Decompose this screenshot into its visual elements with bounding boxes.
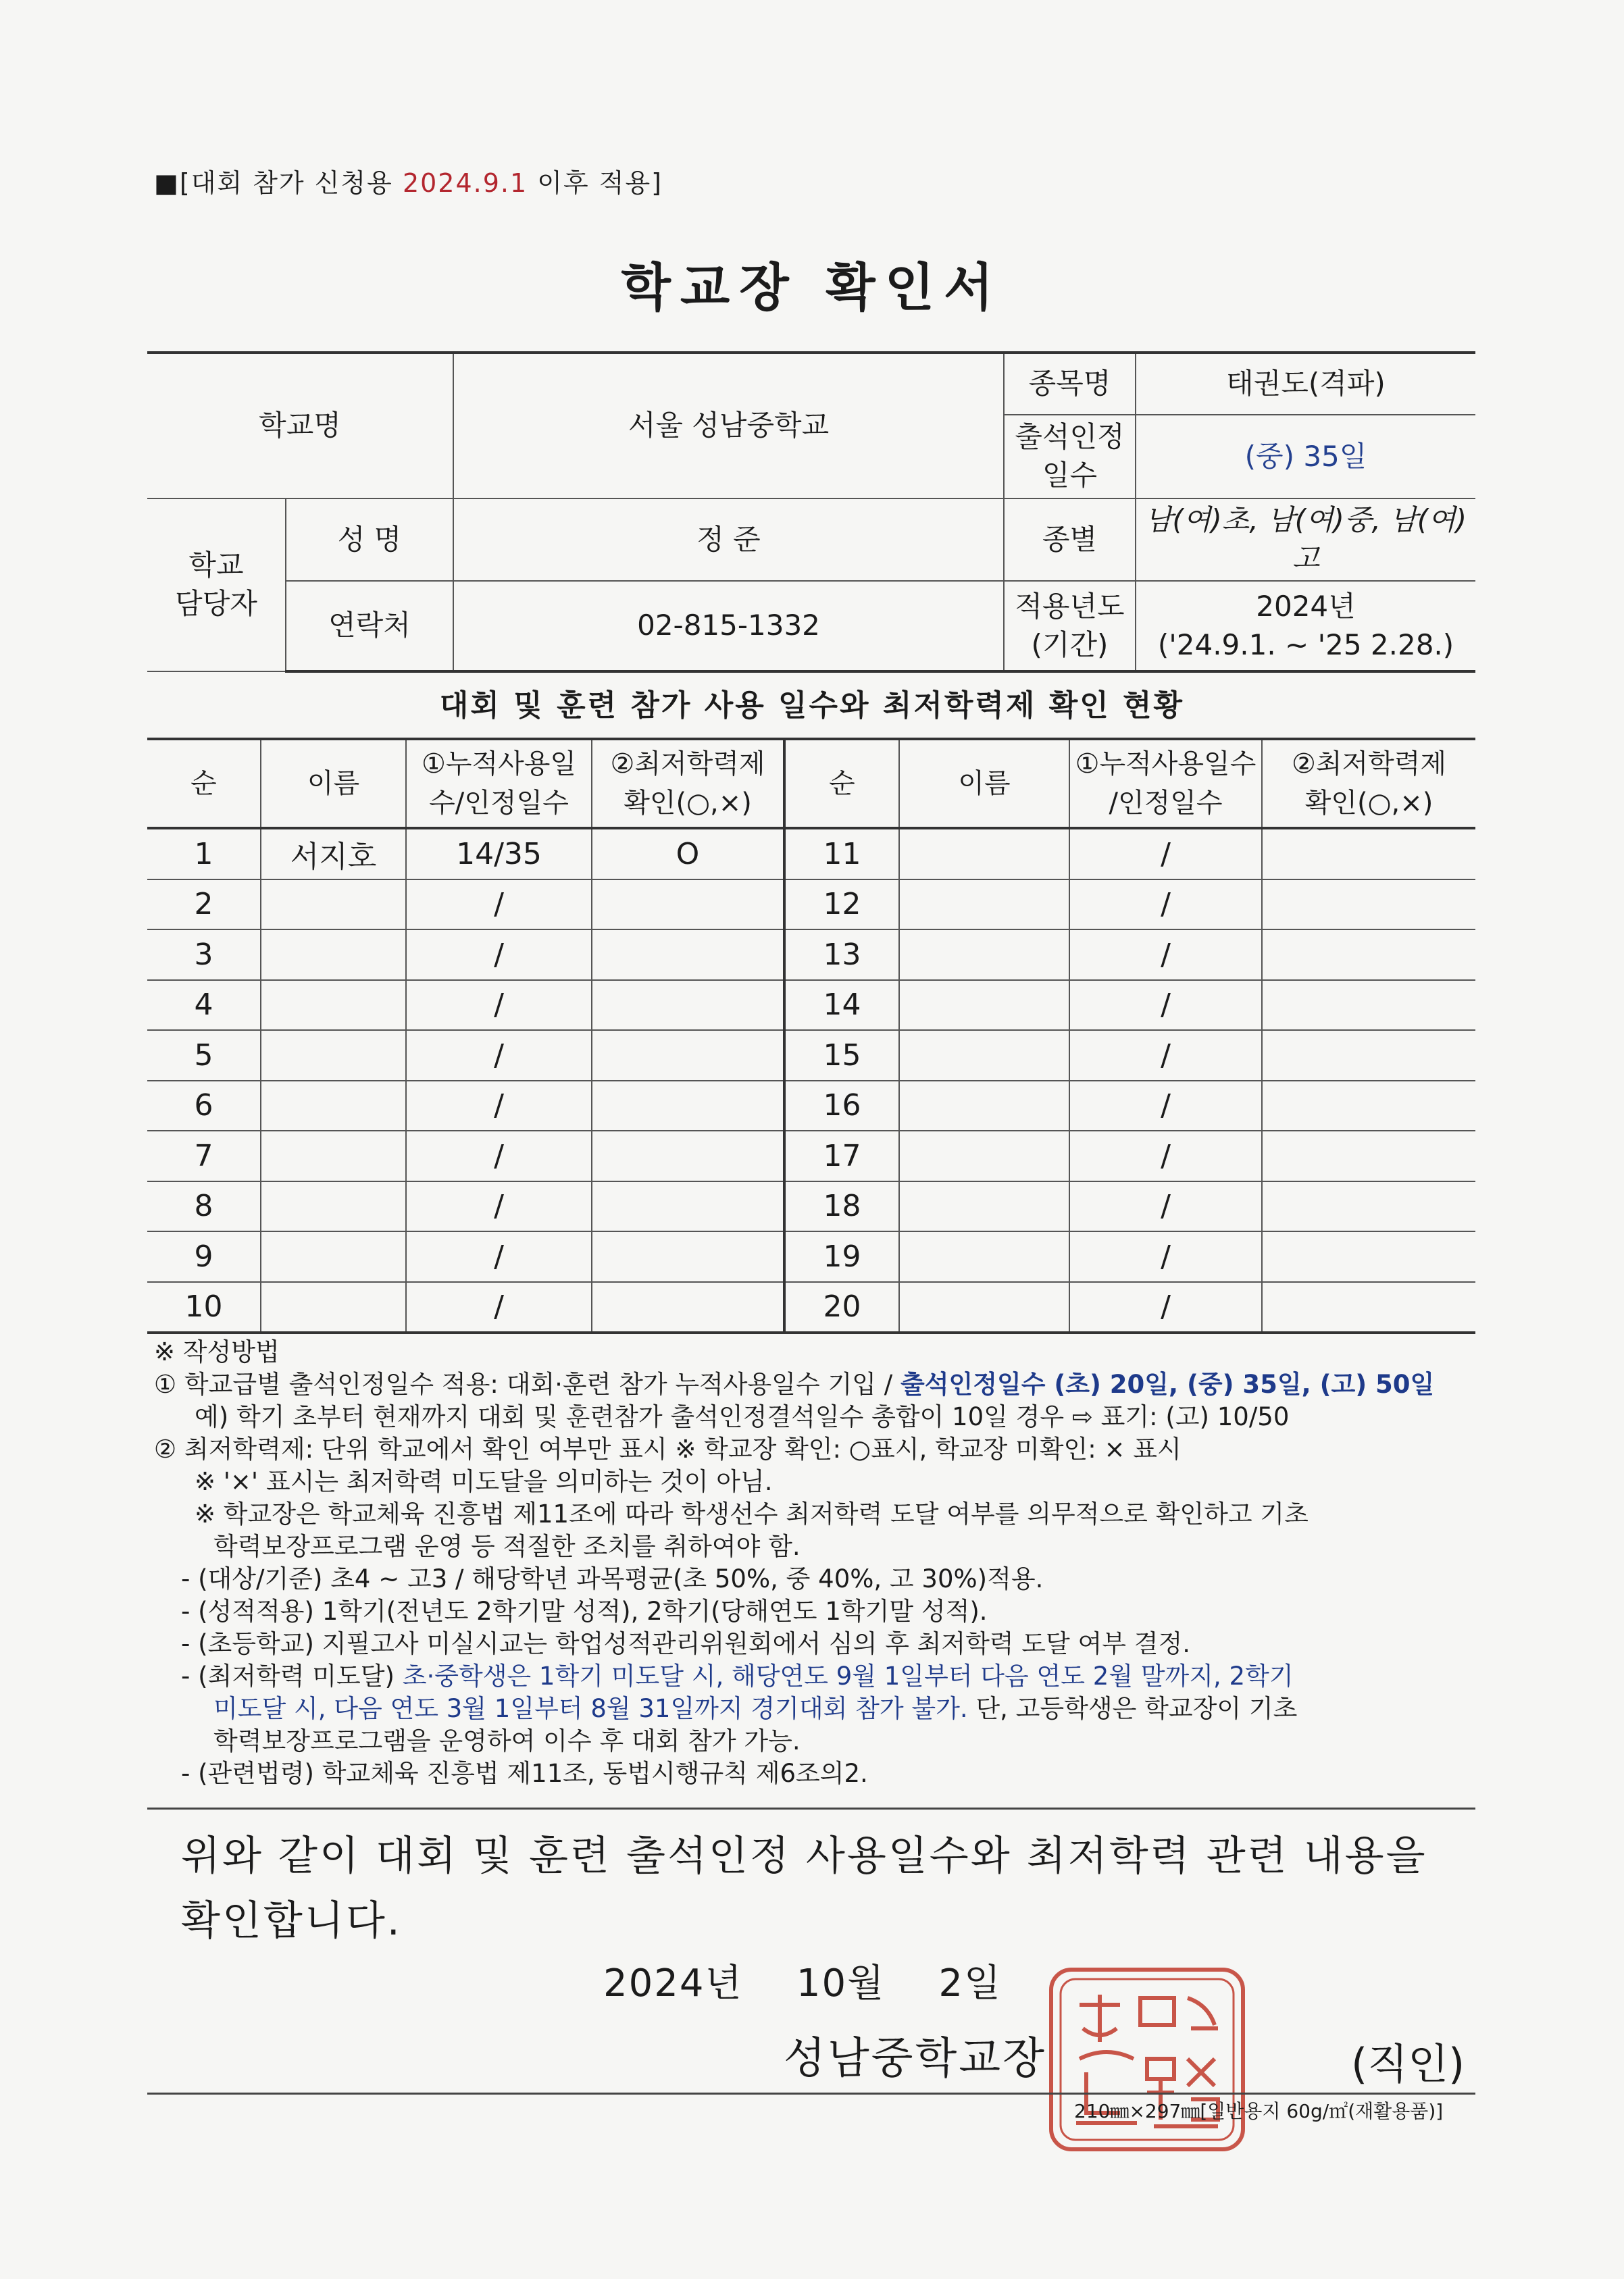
detail-4-cont2: 학력보장프로그램을 운영하여 이수 후 대회 참가 가능. [213,1726,801,1756]
divider [147,1808,1475,1810]
table-row [147,1181,1475,1232]
row-name [261,1030,406,1081]
row-no: 9 [147,1231,261,1282]
year-value: 2024년 ('24.9.1. ~ '25 2.28.) [1136,581,1475,671]
row-name [261,1081,406,1131]
table-row [147,879,1475,930]
attendance-value: (중) 35일 [1136,415,1475,498]
row-days-right: / [1069,980,1262,1031]
note-2: ② 최저학력제: 단위 학교에서 확인 여부만 표시 ※ 학교장 확인: ○표시, 학교장 미확인: × 표시 [154,1435,1182,1464]
contact-label: 연락처 [286,581,453,671]
row-check-right [1262,1081,1475,1131]
row-no: 2 [147,879,261,930]
table-row [147,1081,1475,1131]
row-days-right: / [1069,929,1262,980]
school-value: 서울 성남중학교 [453,353,1004,498]
row-no-right: 18 [784,1181,899,1232]
header-name-right: 이름 [899,739,1069,828]
section-heading: 대회 및 훈련 참가 사용 일수와 최저학력제 확인 현황 [439,688,1185,723]
row-days-right: / [1069,1131,1262,1181]
manager-label: 학교 담당자 [147,498,286,671]
row-name-right [899,929,1069,980]
gender-value: 남(여)초, 남(여)중, 남(여)고 [1136,498,1475,581]
header-label: ■[대회 참가 신청용 2024.9.1 이후 적용] [154,168,663,198]
info-table [147,351,1475,673]
row-check [592,1231,784,1282]
detail-4: - (최저학력 미도달) 초·중학생은 1학기 미도달 시, 해당연도 9월 1일부터 다음 연도 2월 말까지, 2학기 [181,1662,1294,1691]
row-name [261,879,406,930]
confirmation-text: 위와 같이 대회 및 훈련 출석인정 사용일수와 최저학력 관련 내용을 확인합니다. [181,1833,1427,1945]
header-no-right: 순 [784,739,899,828]
row-check [592,879,784,930]
row-check-right [1262,929,1475,980]
row-no: 3 [147,929,261,980]
row-check-right [1262,1181,1475,1232]
row-days: / [406,980,592,1031]
name-label: 성 명 [286,498,453,581]
row-no-right: 20 [784,1282,899,1333]
row-no: 10 [147,1282,261,1333]
note-1: ① 학교급별 출석인정일수 적용: 대회·훈련 참가 누적사용일수 기입 / 출석인정일수 (초) 20일, (중) 35일, (고) 50일 [154,1370,1435,1399]
row-name-right [899,1231,1069,1282]
detail-3: - (초등학교) 지필고사 미실시교는 학업성적관리위원회에서 심의 후 최저학력 도달 여부 결정. [181,1629,1191,1658]
name-value: 정 준 [453,498,1004,581]
row-days: / [406,1131,592,1181]
row-check-right [1262,828,1475,879]
table-body [147,828,1475,1333]
row-check [592,1181,784,1232]
row-check: O [592,828,784,879]
row-no-right: 19 [784,1231,899,1282]
row-days-right: / [1069,1282,1262,1333]
row-days: / [406,929,592,980]
row-name-right [899,1030,1069,1081]
table-row [147,1131,1475,1181]
row-days-right: / [1069,1181,1262,1232]
note-2-b-cont: 학력보장프로그램 운영 등 적절한 조치를 취하여야 함. [213,1532,801,1561]
header-check: ②최저학력제 확인(○,×) [592,739,784,828]
instructions [154,1336,1478,1790]
row-days: / [406,879,592,930]
row-days-right: / [1069,828,1262,879]
row-name-right [899,828,1069,879]
row-days: / [406,1181,592,1232]
table-row [147,929,1475,980]
row-name [261,1181,406,1232]
row-no-right: 11 [784,828,899,879]
row-name-right [899,1081,1069,1131]
detail-1: - (대상/기준) 초4 ~ 고3 / 해당학년 과목평균(초 50%, 중 40%, 고 30%)적용. [181,1564,1044,1593]
detail-5: - (관련법령) 학교체육 진흥법 제11조, 동법시행규칙 제6조의2. [181,1759,868,1788]
note-1-example: 예) 학기 초부터 현재까지 대회 및 훈련참가 출석인정결석일수 총합이 10일 경우 ⇨ 표기: (고) 10/50 [195,1402,1290,1431]
row-no-right: 16 [784,1081,899,1131]
year-label: 적용년도 (기간) [1004,581,1136,671]
row-check-right [1262,980,1475,1031]
gender-label: 종별 [1004,498,1136,581]
contact-value: 02-815-1332 [453,581,1004,671]
principal-title: 성남중학교장 [784,2034,1046,2084]
table-row [147,828,1475,879]
row-no: 8 [147,1181,261,1232]
detail-4-cont: 미도달 시, 다음 연도 3월 1일부터 8월 31일까지 경기대회 참가 불가. 단, 고등학생은 학교장이 기초 [213,1694,1298,1723]
row-check-right [1262,1282,1475,1333]
row-no-right: 17 [784,1131,899,1181]
row-no: 1 [147,828,261,879]
note-2-a: ※ '×' 표시는 최저학력 미도달을 의미하는 것이 아님. [195,1467,773,1496]
row-name [261,1231,406,1282]
row-name-right [899,980,1069,1031]
row-check [592,1131,784,1181]
row-name [261,1282,406,1333]
note-2-b: ※ 학교장은 학교체육 진흥법 제11조에 따라 학생선수 최저학력 도달 여부를 의무적으로 확인하고 기초 [195,1500,1309,1529]
row-no: 4 [147,980,261,1031]
row-no: 5 [147,1030,261,1081]
header-days-right: ①누적사용일수 /인정일수 [1069,739,1262,828]
row-no-right: 14 [784,980,899,1031]
row-name-right [899,879,1069,930]
header-no: 순 [147,739,261,828]
row-days: / [406,1282,592,1333]
row-check [592,1030,784,1081]
row-name-right [899,1181,1069,1232]
event-label: 종목명 [1004,353,1136,415]
row-no-right: 13 [784,929,899,980]
bottom-divider [147,2093,1475,2095]
table-row [147,1282,1475,1333]
row-check-right [1262,1030,1475,1081]
paper-spec: 210㎜×297㎜[일반용지 60g/㎡(재활용품)] [1074,2100,1444,2122]
header-check-right: ②최저학력제 확인(○,×) [1262,739,1475,828]
row-days-right: / [1069,1231,1262,1282]
participation-table [147,738,1475,1334]
table-row [147,1030,1475,1081]
issue-date: 2024년 10월 2일 [603,1962,1003,2005]
row-no: 7 [147,1131,261,1181]
school-label: 학교명 [147,353,453,498]
row-check [592,929,784,980]
notes-heading: ※ 작성방법 [154,1337,280,1366]
row-check [592,980,784,1031]
row-check [592,1282,784,1333]
row-check-right [1262,879,1475,930]
table-row [147,980,1475,1031]
header-days: ①누적사용일 수/인정일수 [406,739,592,828]
row-name: 서지호 [261,828,406,879]
row-days: / [406,1030,592,1081]
row-check-right [1262,1131,1475,1181]
header-name: 이름 [261,739,406,828]
row-name [261,1131,406,1181]
row-no-right: 12 [784,879,899,930]
page-title: 학교장 확인서 [621,257,1003,317]
row-days-right: / [1069,1030,1262,1081]
row-days: 14/35 [406,828,592,879]
row-days: / [406,1081,592,1131]
official-seal-stamp [1046,1964,1248,2155]
event-value: 태권도(격파) [1136,353,1475,415]
row-name [261,929,406,980]
table-row [147,1231,1475,1282]
attendance-label: 출석인정 일수 [1004,415,1136,498]
row-no: 6 [147,1081,261,1131]
row-days-right: / [1069,1081,1262,1131]
row-name-right [899,1131,1069,1181]
row-days: / [406,1231,592,1282]
row-days-right: / [1069,879,1262,930]
row-check-right [1262,1231,1475,1282]
seal-label: (직인) [1351,2039,1465,2089]
row-name-right [899,1282,1069,1333]
row-no-right: 15 [784,1030,899,1081]
row-name [261,980,406,1031]
row-check [592,1081,784,1131]
detail-2: - (성적적용) 1학기(전년도 2학기말 성적), 2학기(당해연도 1학기말 성적). [181,1597,988,1626]
